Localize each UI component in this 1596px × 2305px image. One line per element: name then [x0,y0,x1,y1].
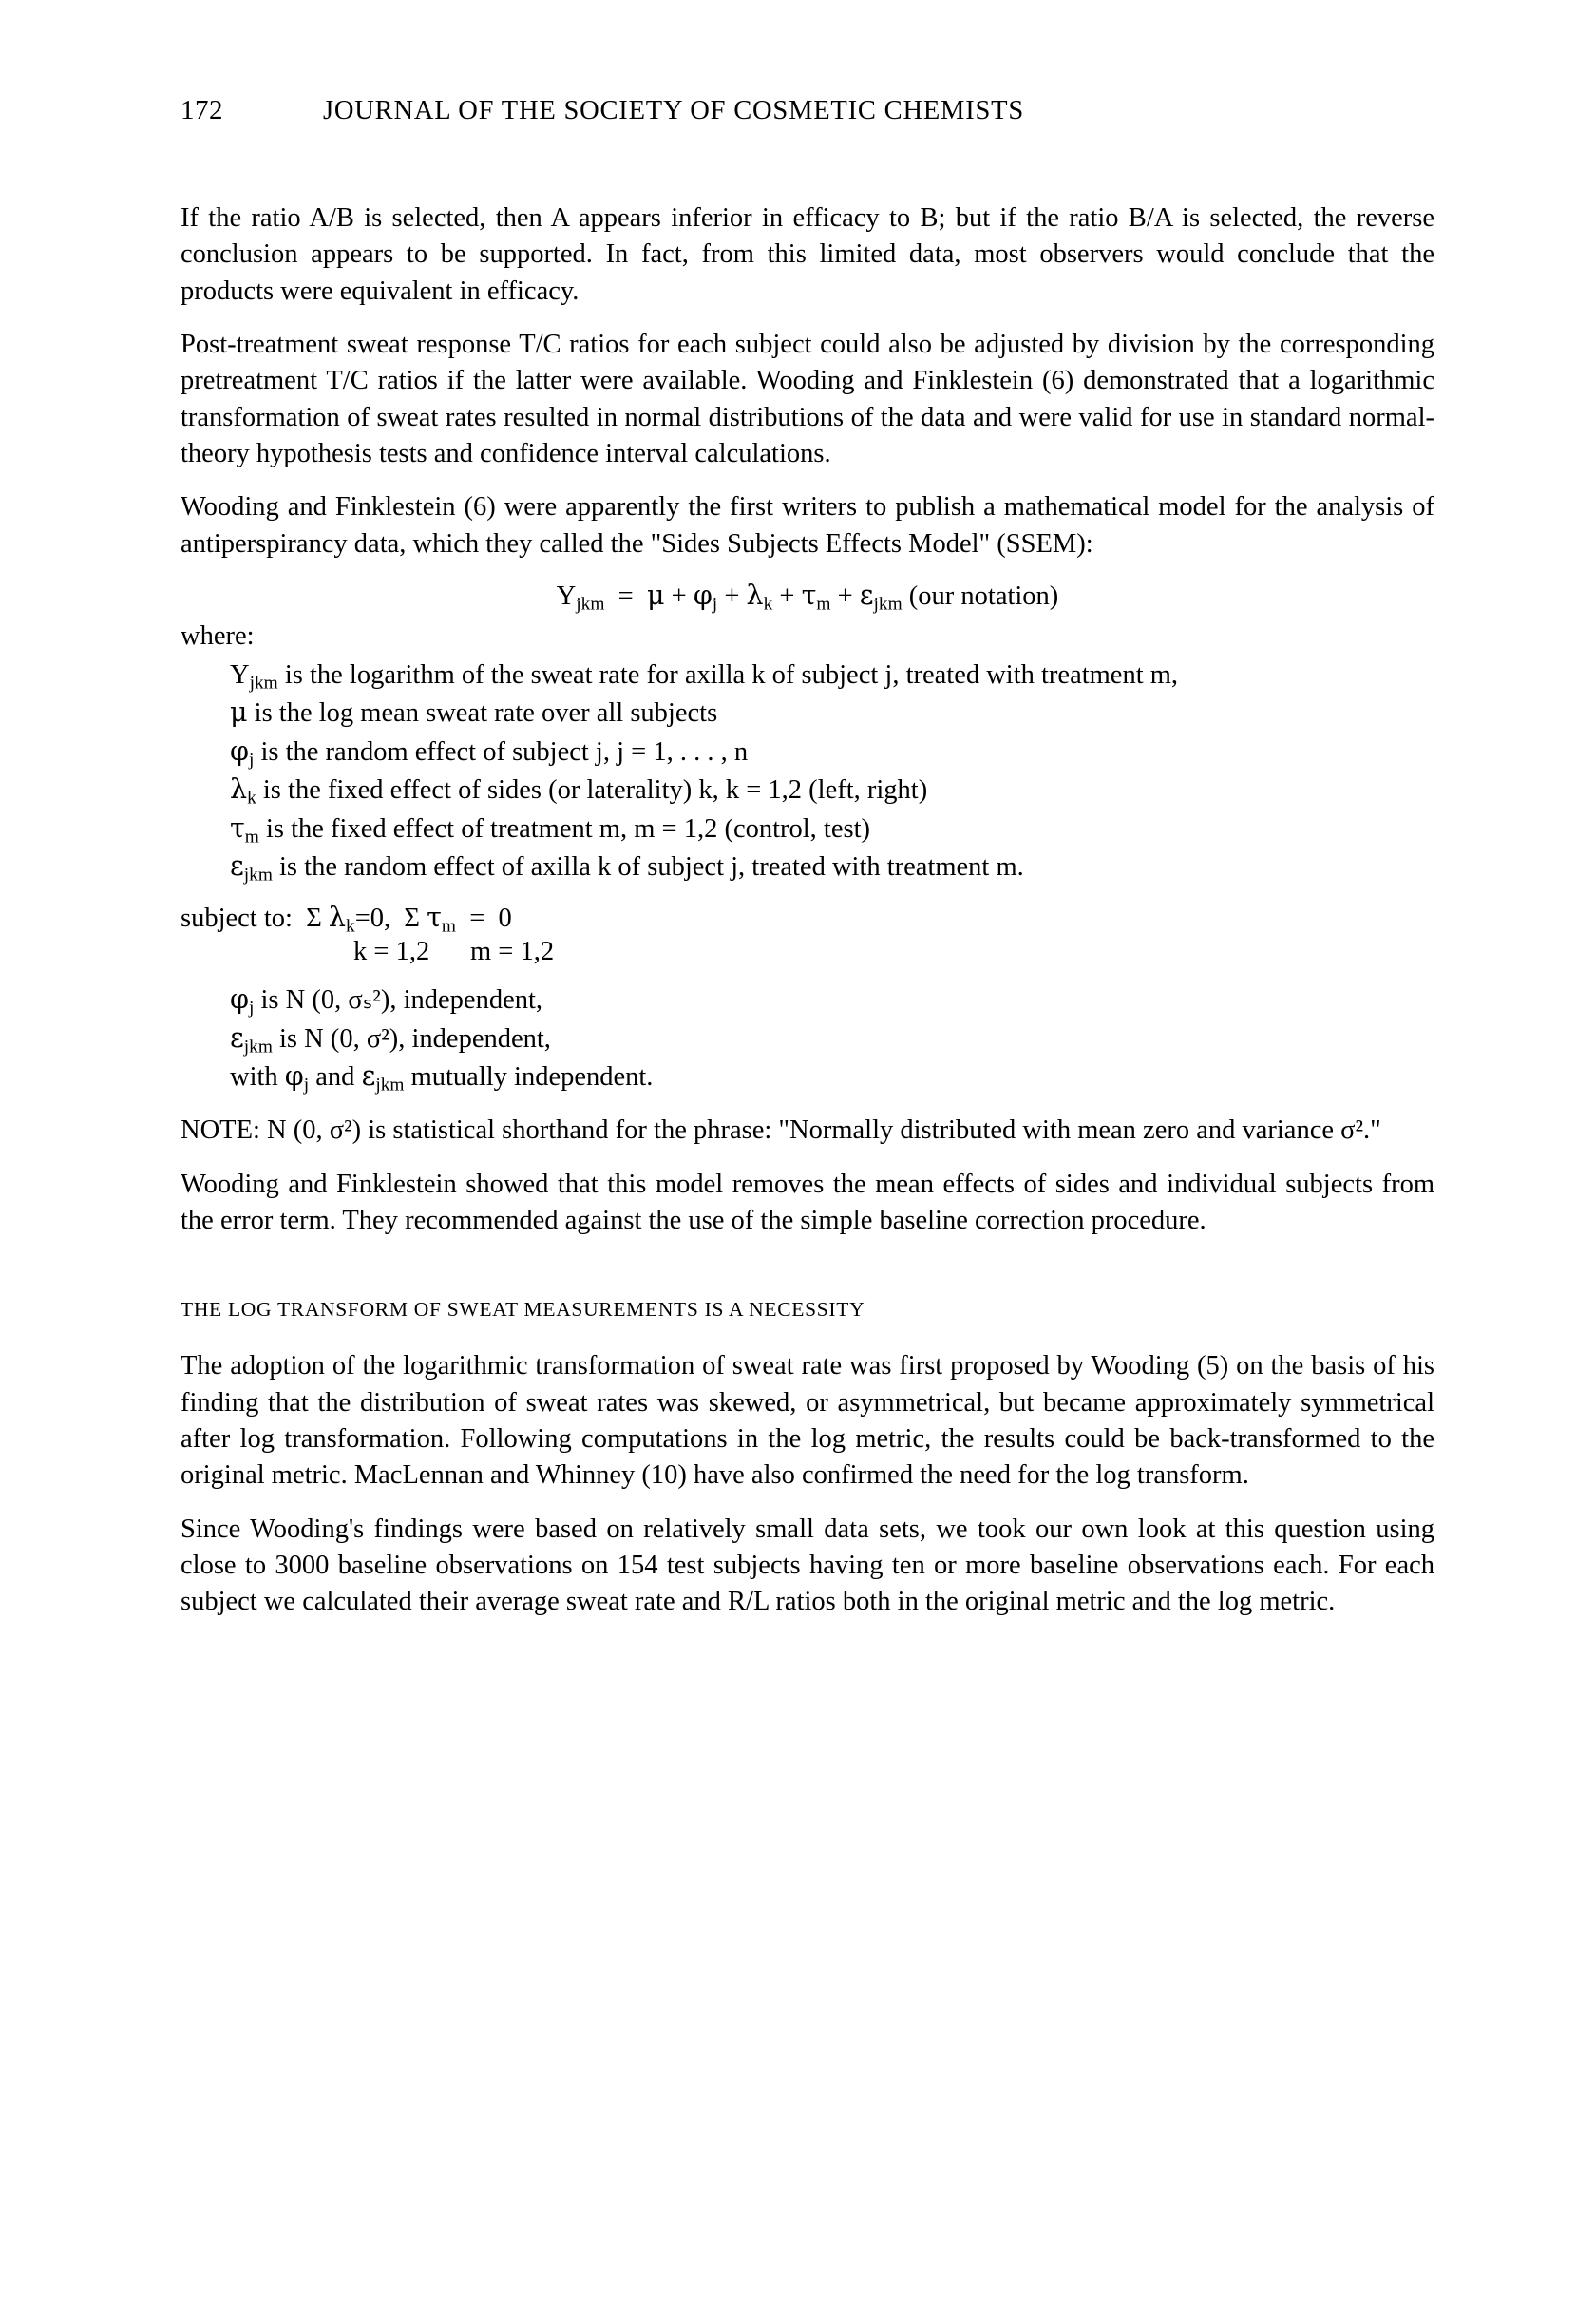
equation-ssem: $Y_{jkm} = \mu + \varphi_j + \lambda_k + \tau_m + \varepsilon_{jkm}$ (our notation) [556,579,1059,615]
definition-item: $\lambda_k$ is the fixed effect of sides (or laterality) k, k = 1,2 (left, right) [230,773,928,809]
definition-text: is the fixed effect of sides (or laterality) k, k = 1,2 (left, right) [262,775,928,806]
constraint-indices [180,937,1434,967]
constraint-line: subject to: Σ $\lambda_k=0$, Σ $\tau_m = 0$ [180,901,512,937]
condition-independence: with $\varphi_j$ and $\varepsilon_{jkm}$ mutually independent. [230,1059,654,1095]
condition-phi: $\varphi_j$ is N (0, σₛ²), independent, [230,983,543,1019]
page-number: 172 [180,95,223,125]
where-label: where: [180,620,255,651]
distribution-conditions [180,981,1434,1095]
running-head: JOURNAL OF THE SOCIETY OF COSMETIC CHEMISTS [323,96,1024,125]
definition-text: is the random effect of subject j, j = 1, . . . , n [260,736,749,767]
paragraph-6: Since Wooding's findings were based on relatively small data sets, we took our own look at this question using close to 3000 baseline observations on 154 test subjects having ten or more baseline observations each. For each subject we calculated their average sweat rate and R/L ratios both in the original metric and the log metric. [180,1514,1434,1617]
paragraph-3: Wooding and Finklestein (6) were apparently the first writers to publish a mathematical model for the analysis of antiperspirancy data, which they called the "Sides Subjects Effects Model" (SSEM): [180,492,1434,559]
definition-item: $\tau_m$ is the fixed effect of treatment m, m = 1,2 (control, test) [230,811,870,848]
condition-text: is N (0, σ²), independent, [279,1023,551,1054]
equation-annotation: (our notation) [908,581,1059,611]
subject-to-label: subject to: [180,903,293,933]
definition-item: $\varphi_j$ is the random effect of subject j, j = 1, . . . , n [230,734,749,771]
definition-text: is the fixed effect of treatment m, m = 1,2 (control, test) [265,813,870,844]
note-paragraph [180,1113,1434,1149]
note-text: N (0, σ²) is statistical shorthand for the phrase: "Normally distributed with mean zero and variance σ²." [267,1115,1381,1146]
condition-suffix: mutually independent. [410,1061,654,1092]
paragraph-4: Wooding and Finklestein showed that this model removes the mean effects of sides and individual subjects from the error term. They recommended against the use of the simple baseline correction procedure. [180,1169,1434,1235]
note-label: NOTE: [180,1115,260,1146]
definition-list [180,657,1434,886]
definition-item: $\varepsilon_{jkm}$ is the random effect of axilla k of subject j, treated with treatment m. [230,850,1024,886]
paragraph-1: If the ratio A/B is selected, then A appears inferior in efficacy to B; but if the ratio B/A is selected, the reverse conclusion appears to be supported. In fact, from this limited data, most observers would conclude that the products were equivalent in efficacy. [180,203,1434,306]
section-heading: THE LOG TRANSFORM OF SWEAT MEASUREMENTS IS A NECESSITY [180,1298,865,1322]
definition-text: is the random effect of axilla k of subject j, treated with treatment m. [279,852,1024,883]
definition-item: μ is the log mean sweat rate over all subjects [230,696,718,729]
paragraph-2: Post-treatment sweat response T/C ratios for each subject could also be adjusted by division by the corresponding pretreatment T/C ratios if the latter were available. Wooding and Finklestein (6) demonstrated that a logarithmic transformation of sweat rates resulted in normal distributions of the data and were valid for use in standard normal-theory hypothesis tests and confidence interval calculations. [180,329,1434,468]
page-content [180,95,1434,1638]
index-k: k = 1,2 [353,937,430,967]
condition-epsilon: $\varepsilon_{jkm}$ is N (0, σ²), independent, [230,1021,551,1057]
condition-prefix: with [230,1061,278,1092]
page-header [180,95,1434,126]
condition-text: is N (0, σₛ²), independent, [260,985,543,1016]
definition-text: is the logarithm of the sweat rate for axilla k of subject j, treated with treatment m, [284,659,1179,690]
paragraph-5: The adoption of the logarithmic transformation of sweat rate was first proposed by Wooding (5) on the basis of his finding that the distribution of sweat rates was skewed, or asymmetrical, but became approximately symmetrical after log transformation. Following computations in the log metric, the results could be back-transformed to the original metric. MacLennan and Whinney (10) have also confirmed the need for the log transform. [180,1351,1434,1491]
index-m: m = 1,2 [469,937,555,967]
definition-text: is the log mean sweat rate over all subjects [254,698,718,729]
definition-item: $Y_{jkm}$ is the logarithm of the sweat rate for axilla k of subject j, treated with treatment m, [230,659,1179,694]
